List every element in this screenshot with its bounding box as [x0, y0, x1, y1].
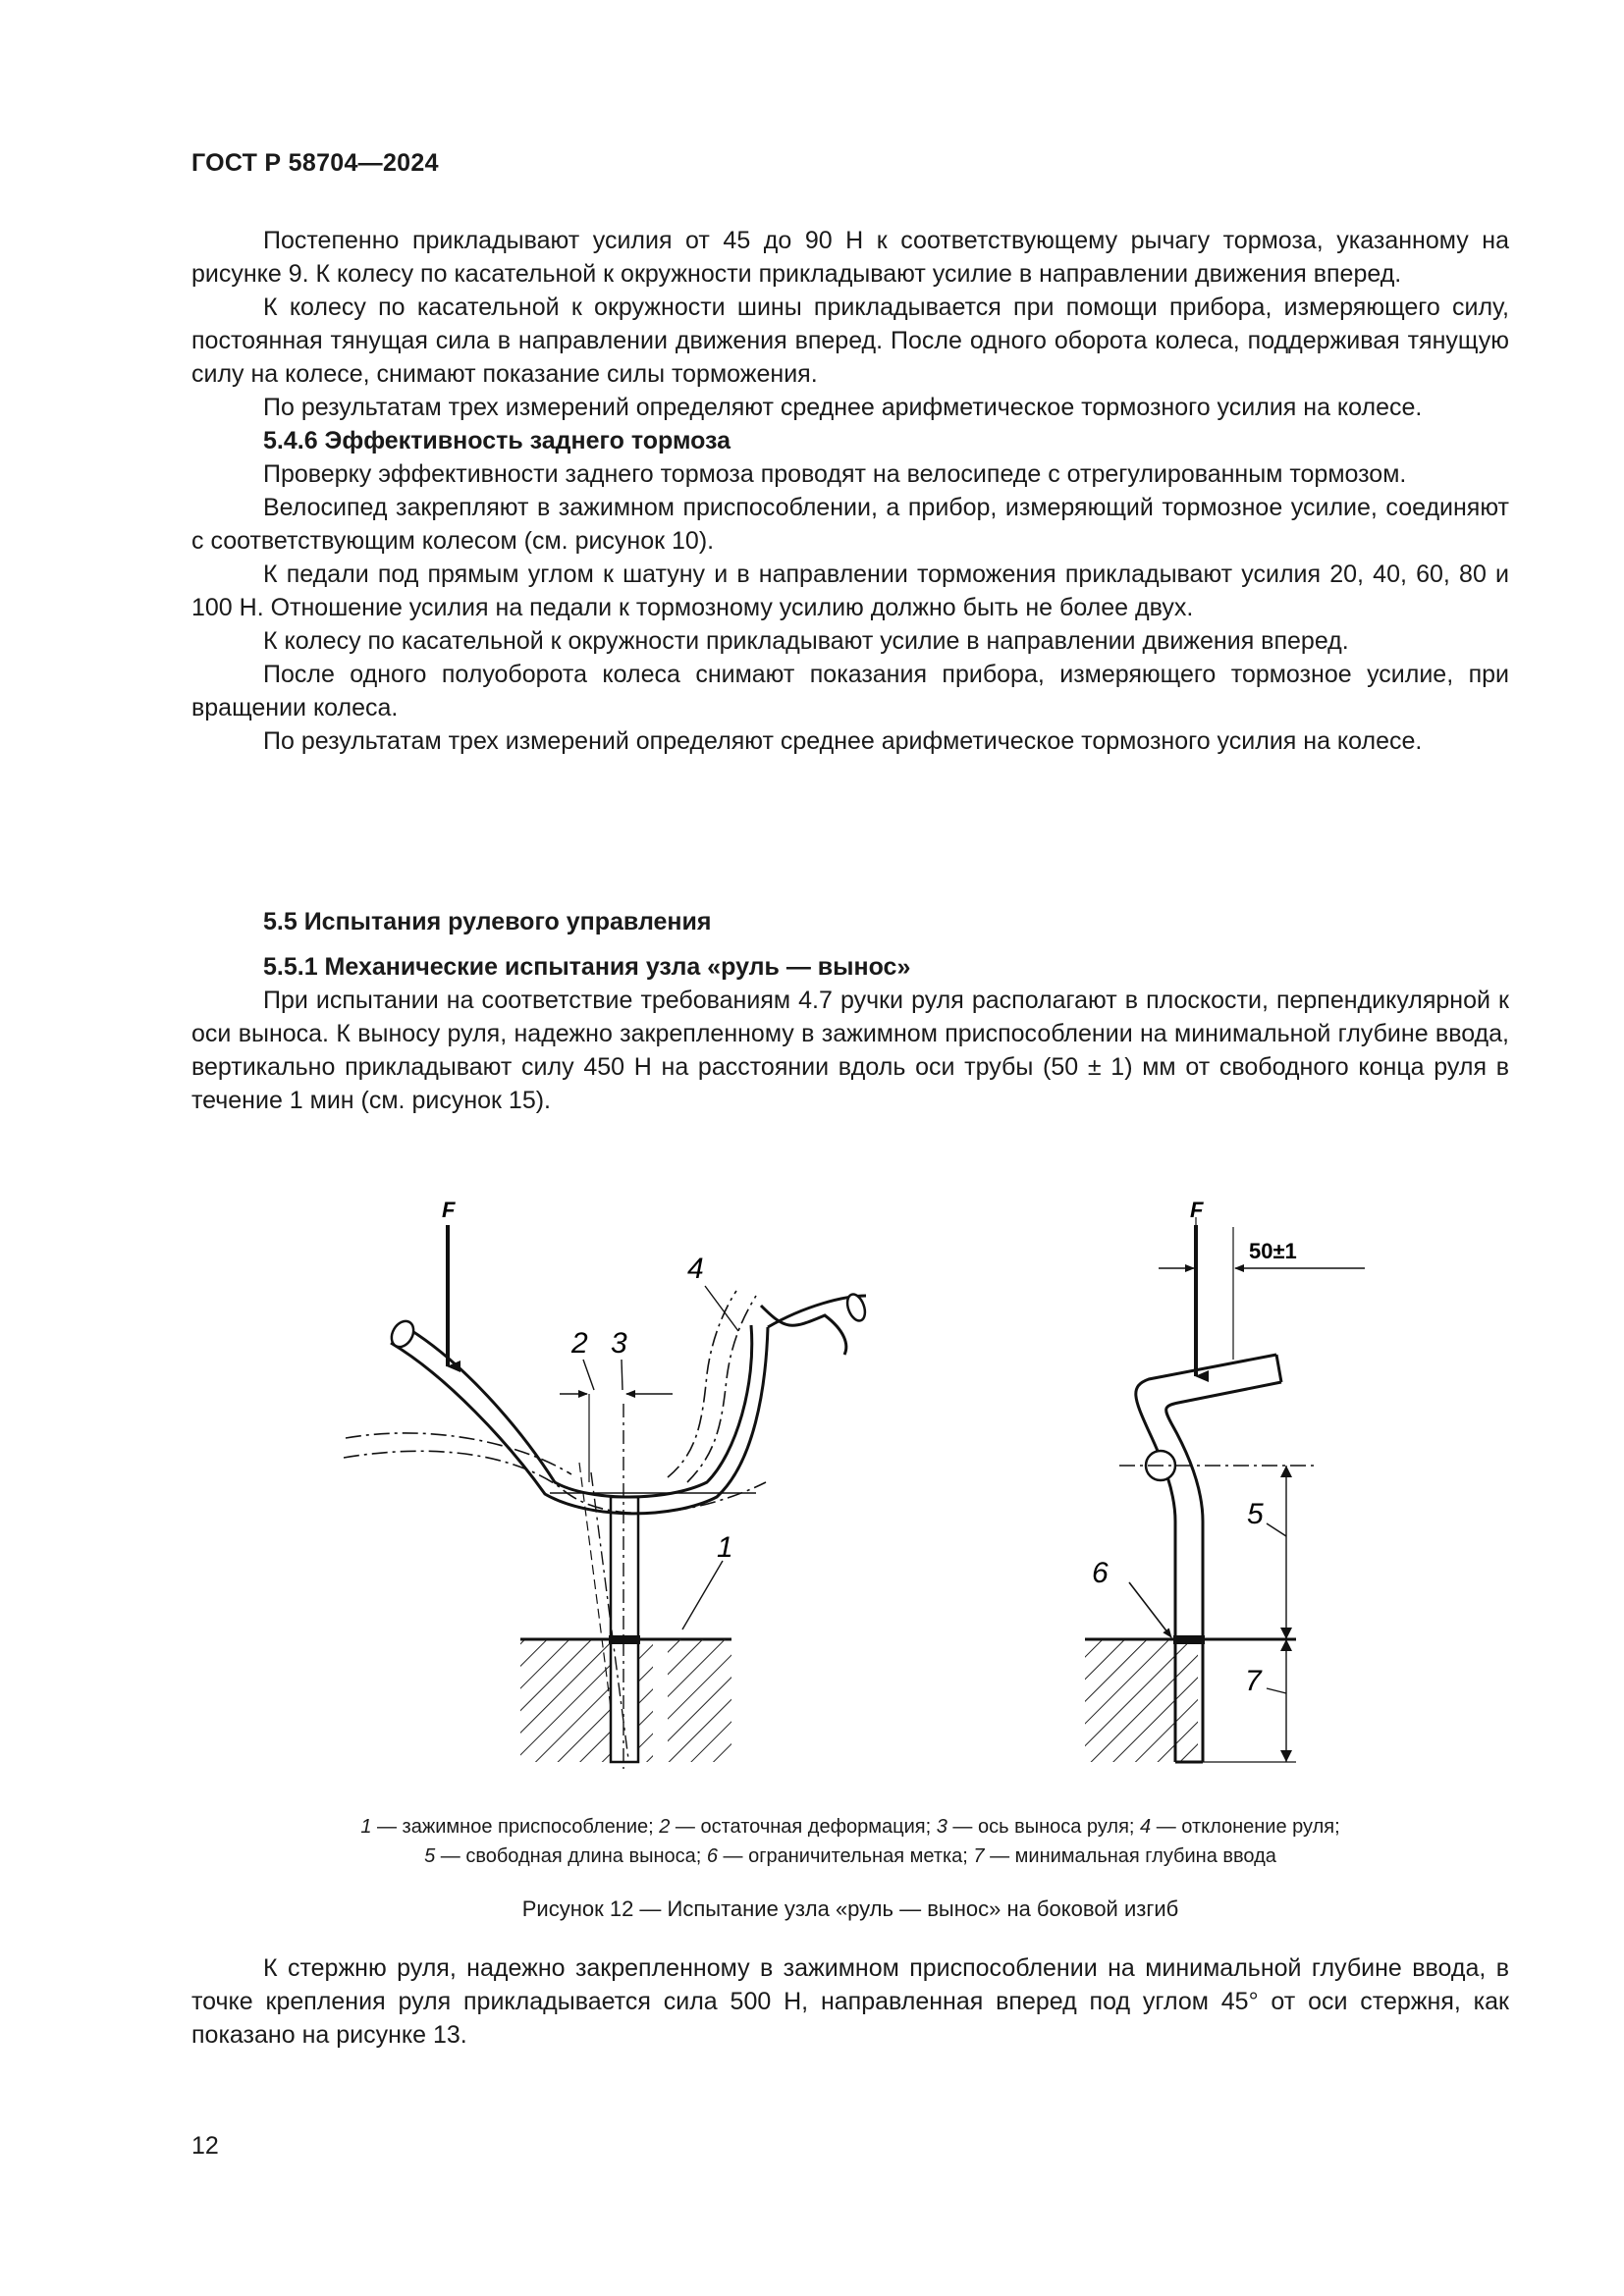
- callout-1: 1: [717, 1531, 733, 1564]
- leader-6: [1129, 1582, 1171, 1637]
- legend-text: — остаточная деформация;: [670, 1816, 937, 1838]
- section-heading-5-4-6: 5.4.6 Эффективность заднего тормоза: [263, 427, 731, 454]
- stem-tube: [611, 1497, 638, 1762]
- clamp-block-right: [668, 1639, 731, 1762]
- document-header: ГОСТ Р 58704—2024: [191, 149, 439, 177]
- paragraph: После одного полуоборота колеса снимают показания прибора, измеряющего тормозное усилие, при вращении колеса.: [191, 661, 1509, 721]
- text-block-after-figure: [191, 1951, 1509, 2052]
- leader-7: [1267, 1688, 1286, 1693]
- leader-4: [705, 1286, 738, 1331]
- paragraph: По результатам трех измерений определяют среднее арифметическое тормозного усилия на колесе.: [263, 727, 1423, 755]
- paragraph: К колесу по касательной к окружности прикладывают усилие в направлении движения вперед.: [263, 627, 1349, 655]
- paragraph: При испытании на соответствие требованиям 4.7 ручки руля располагают в плоскости, перпендикулярной к оси выноса. К выносу руля, надежно закрепленному в зажимном приспособлении на минимальной глубине ввода, вертикально прикладывают силу 450 Н на расстоянии вдоль оси трубы (50 ± 1) мм от свободного конца руля в течение 1 мин (см. рисунок 15).: [191, 987, 1509, 1114]
- legend-num: 2: [659, 1816, 671, 1838]
- legend-text: — ограничительная метка;: [717, 1845, 974, 1867]
- legend-num: 1: [360, 1816, 372, 1838]
- callout-4: 4: [687, 1253, 704, 1285]
- legend-num: 5: [424, 1845, 436, 1867]
- legend-text: — минимальная глубина ввода: [984, 1845, 1276, 1867]
- right-view: [1085, 1198, 1365, 1762]
- callout-3: 3: [611, 1327, 627, 1360]
- paragraph: К колесу по касательной к окружности шины прикладывается при помощи прибора, измеряющего силу, постоянная тянущая сила в направлении движения вперед. После одного оборота колеса, поддерживая тянущую силу на колесе, снимают показание силы торможения.: [191, 294, 1509, 388]
- paragraph: К педали под прямым углом к шатуну и в направлении торможения прикладывают усилия 20, 40, 60, 80 и 100 Н. Отношение усилия на педали к тормозному усилию должно быть не более двух.: [191, 561, 1509, 621]
- legend-text: — зажимное приспособление;: [371, 1816, 660, 1838]
- paragraph: Проверку эффективности заднего тормоза проводят на велосипеде с отрегулированным тормозом.: [263, 460, 1407, 488]
- callout-6: 6: [1092, 1557, 1109, 1589]
- legend-num: 3: [936, 1816, 947, 1838]
- leader-2: [583, 1360, 594, 1390]
- clamp-block-right-view: [1085, 1639, 1198, 1762]
- text-block-steering: [191, 905, 1509, 1117]
- dimension-50: 50±1: [1249, 1239, 1297, 1263]
- force-label-left: F: [442, 1198, 456, 1222]
- paragraph: Велосипед закрепляют в зажимном приспособлении, а прибор, измеряющий тормозное усилие, соединяют с соответствующим колесом (см. рисунок 10).: [191, 494, 1509, 555]
- legend-num: 7: [973, 1845, 985, 1867]
- paragraph: Постепенно прикладывают усилия от 45 до 90 Н к соответствующему рычагу тормоза, указанному на рисунке 9. К колесу по касательной к окружности прикладывают усилие в направлении движения вперед.: [191, 227, 1509, 288]
- section-heading-5-5-1: 5.5.1 Механические испытания узла «руль — вынос»: [263, 953, 911, 981]
- left-view: [344, 1198, 868, 1769]
- legend-text: — ось выноса руля;: [947, 1816, 1141, 1838]
- figure-caption: Рисунок 12 — Испытание узла «руль — вынос» на боковой изгиб: [521, 1896, 1179, 1921]
- paragraph: По результатам трех измерений определяют среднее арифметическое тормозного усилия на колесе.: [263, 394, 1423, 421]
- leader-3: [622, 1360, 623, 1390]
- callout-5: 5: [1247, 1498, 1264, 1530]
- callout-7: 7: [1245, 1665, 1262, 1697]
- leader-1: [682, 1561, 723, 1629]
- legend-text: — свободная длина выноса;: [435, 1845, 707, 1867]
- legend-text: — отклонение руля;: [1151, 1816, 1340, 1838]
- handlebar-left-end: [387, 1317, 417, 1351]
- force-label-right: F: [1190, 1198, 1204, 1222]
- legend-num: 4: [1140, 1816, 1152, 1838]
- figure-legend-line-2: [191, 1842, 1509, 1871]
- figure-legend-line-1: [191, 1812, 1509, 1842]
- figure-12-drawing: [295, 1158, 1384, 1787]
- paragraph: К стержню руля, надежно закрепленному в зажимном приспособлении на минимальной глубине ввода, в точке крепления руля прикладывается сила 500 Н, направленная вперед под углом 45° от оси стержня, как показано на рисунке 13.: [191, 1954, 1509, 2049]
- section-heading-5-5: 5.5 Испытания рулевого управления: [263, 908, 712, 935]
- callout-2: 2: [571, 1327, 588, 1360]
- leader-5: [1267, 1523, 1286, 1536]
- limit-mark-right: [1173, 1635, 1205, 1644]
- handlebar-right-arm: [761, 1306, 846, 1355]
- page-number: 12: [191, 2132, 219, 2160]
- legend-num: 6: [706, 1845, 718, 1867]
- text-block-brake-test: [191, 224, 1509, 758]
